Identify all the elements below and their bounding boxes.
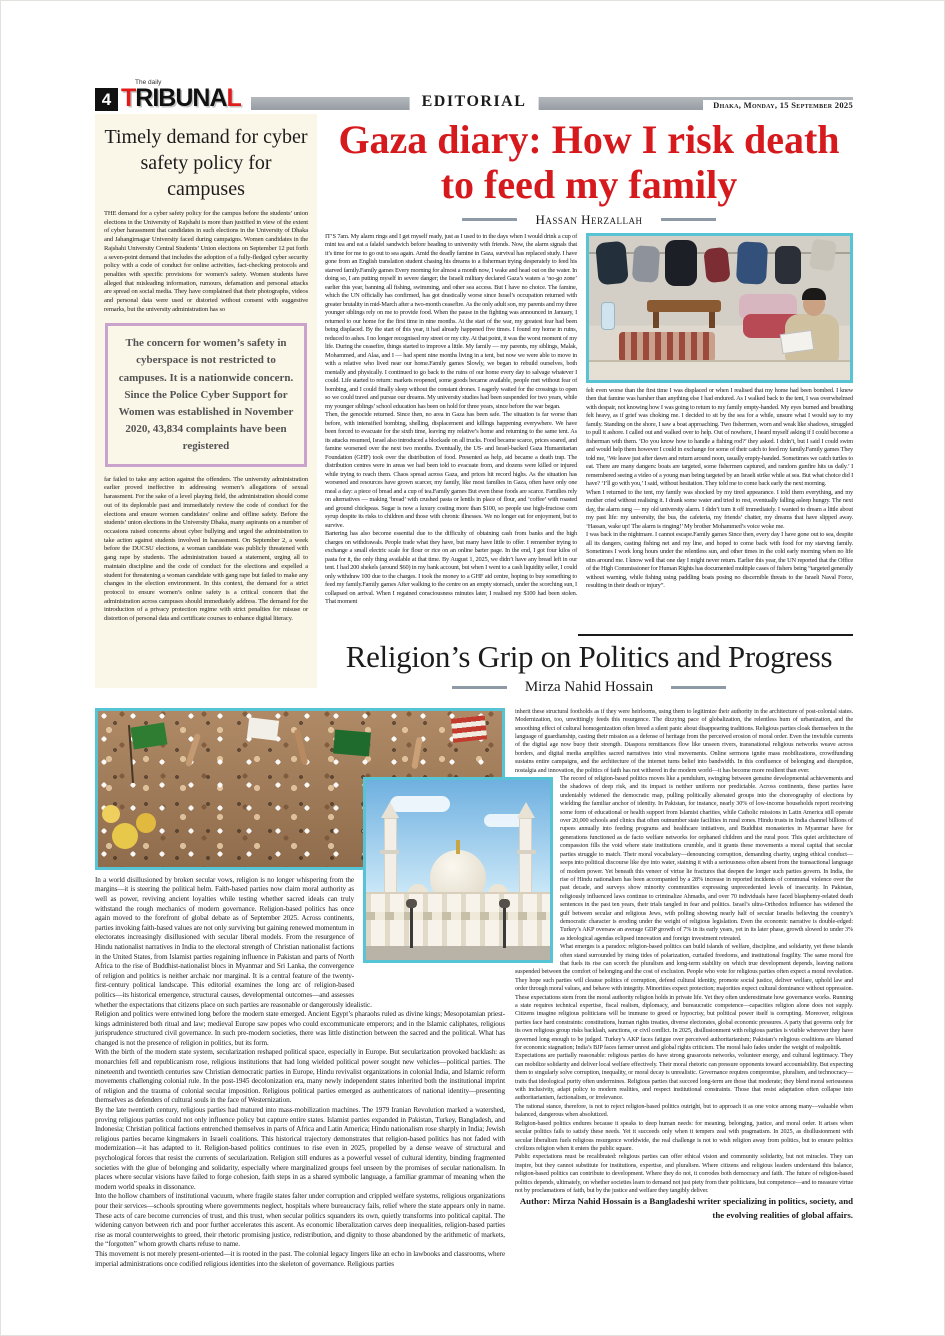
photo-open-book bbox=[780, 329, 814, 353]
photo-flag-white bbox=[247, 717, 279, 741]
page-number: 4 bbox=[95, 88, 118, 111]
gaza-column-1 bbox=[325, 233, 577, 631]
photo-lamppost bbox=[410, 906, 413, 948]
masthead bbox=[121, 80, 241, 112]
photo-lamp bbox=[406, 899, 417, 908]
photo-backpack bbox=[775, 246, 801, 284]
photo-minaret-cap bbox=[517, 802, 535, 818]
byline-rule-right bbox=[671, 686, 726, 689]
photo-raised-arm bbox=[294, 729, 309, 765]
photo-flag-green bbox=[333, 729, 371, 756]
photo-minaret-cap bbox=[381, 802, 399, 818]
byline-rule-left bbox=[462, 218, 517, 221]
gaza-shelter-photo bbox=[586, 233, 853, 383]
photo-backpack bbox=[703, 246, 730, 282]
photo-arch-band bbox=[366, 912, 550, 920]
body-paragraph: I was back in the nightmare. I cannot escape.Family games Since then, every day I have gone out to sea, despite all its dangers, casting fishing net and my line, and hoped to come back with food for my starving family. Sometimes I work long hours under the relentless sun, and other times in the cold early morning when no life stirs around me. I know well that one day I might never return. Earlier this year, the UN reported that the Office of the High Commissioner for Human Rights has documented multiple cases of fishers being “targeted generally without warning, while fishing using paddling boats posing no discernible threats to the Israeli Naval Force, resulting in their death or injury”. bbox=[586, 531, 853, 590]
photo-flag-green bbox=[130, 722, 167, 749]
photo-mattress bbox=[589, 360, 850, 380]
photo-balloon bbox=[136, 813, 156, 833]
body-paragraph: IT’S 7am. My alarm rings and I get myself ready, just as I used to in the days when I would drink a cup of mint tea and eat a falafel sandwich before heading to university with friends. Now, the alarm signals that it’s time for me to go out to sea again. Amid the deadly famine in Gaza, survival has replaced study. I have gone from an English translation student chasing his dreams to a fisherman trying desperately to feed his starved family.Family games Every morning for almost a month now, I wake and head out on the water. In doing so, I am putting myself in severe danger; the Israeli military declared Gaza’s waters a ‘no-go zone’ earlier this year, banning all fishing, swimming, and other sea access. But I have no choice. The famine, which the UN officially has confirmed, has got drastically worse since Israel’s occupation returned with greater brutality in mid-March after a two-month ceasefire. As the only adult son, my parents and my three younger siblings rely on me to provide food. When the pause in the fighting was announced in January, I returned to our home for the first time in nine months. At the start of the war, my greatest fear had been being displaced. By the start of this year, it had already happened five times. I found my home in ruins, reduced to ashes. I no longer recognised my street or my city. At that point, it was the worst moment of my life. During the ceasefire, things started to improve a little. My family — my parents, my siblings, Malak, Mohammed, and Alaa, and I — had spent nine months living in a tent, but now we were able to move in with a relative who lived near our home.Family games Slowly, we began to rebuild ourselves, both mentally and physically. I continued to go back to the ruins of our home every day to salvage whatever I could. Life started to return: markets reopened, some goods became available, people met without fear of bombing, and I could finally sleep without the constant drones. I eagerly waited for the crossings to open so we could travel and pursue our dreams. My university studies had been suspended for two years, while my younger siblings’ school education has been on hold for three years, since before the war began. bbox=[325, 232, 577, 410]
religion-column-2 bbox=[515, 708, 853, 1269]
photo-raised-arm bbox=[411, 737, 422, 770]
body-paragraph: felt even worse than the first time I was displaced or when I realised that my home had been bombed. I knew then that famine was harsher than anything else I had endured. As I walked back to the tent, I was overwhelmed with despair, not knowing how I was going to return to my family empty-handed. My eyes burned and breathing felt heavy, as if grief was choking me. I decided to sit by the sea for a while, unsure what I would say to my family. Standing on the shore, I saw a boat approaching. Two fishermen, worn and weak like shadows, struggled to pull it ashore. I called out and walked over to help. Out of nowhere, I heard myself asking if I could become a fisherman with them. ‘Do you know how to handle a fishing rod?’ they asked. I didn’t, but I said I could swim and would help them however I could in exchange for some of their catch to feed my family.Family games They told me, ‘We leave just after dawn and return around noon, usually empty-handed. Sometimes we catch turtles to eat. There are many dangers: boats are targeted, some fishermen captured, and random gunfire hits us daily.’ I remembered seeing a video of a young man being targeted by an Israeli strike while at sea. But what choice did I have? ‘I’ll go with you,’ I said, without hesitation. They told me to come back early the next morning. bbox=[586, 386, 853, 488]
gaza-columns bbox=[325, 233, 853, 631]
pull-quote: The concern for women’s safety in cyberspace is not restricted to campuses. It is a nationwide concern. Since the Police Cyber Support for Women was established in November 2020, 43,834 complaints have been registered bbox=[105, 323, 307, 466]
byline-rule-right bbox=[661, 218, 716, 221]
religion-article-row bbox=[95, 708, 853, 1269]
masthead-letter: T bbox=[121, 84, 136, 112]
photo-person-hair bbox=[802, 288, 826, 300]
top-articles-row bbox=[95, 114, 853, 701]
page-content bbox=[95, 78, 853, 1269]
religion-byline: Mirza Nahid Hossain bbox=[524, 678, 654, 695]
photo-table-leg bbox=[709, 312, 715, 328]
body-paragraph: Public expectations must be recalibrated: religious parties can offer ethical vision and community solidarity, but not miracles. They can inspire, but they cannot substitute for institutions, expertise, and pluralism. Where citizens and religious leaders understand this balance, religion-based politics can contribute to development. Where they do not, it corrodes both democracy and faith. The future of religion-based politics depends, ultimately, on whether societies learn to demand not just piety from their politicians, but competence—and to measure virtue not by proclamations of faith, but by the justice and welfare they tangibly deliver. bbox=[515, 1153, 853, 1194]
body-paragraph: Bartering has also become essential due to the difficulty of obtaining cash from banks and the high charges on withdrawals. People trade what they have, but many have little to offer. I remember trying to exchange a small electric scale for flour or rice on an online barter page. In the end, I got four kilos of pasta for it, the only thing available at that time. By August 1, 2025, we didn’t have any bread left in our tent. I had 200 shekels (around $60) in my bank account, but when I went to a cash liquidity seller, I could only withdraw 100 due to the charges. I took the money to a GHF aid centre, hoping to buy something to feed my family.Family games After walking to the centre on an empty stomach, under the scorching sun, I collapsed on arrival. When I regained consciousness minutes later, I realised my $100 had been stolen. That moment bbox=[325, 530, 577, 606]
body-paragraph: inherit these structural footholds as if they were heirlooms, using them to legitimize their authority in the architecture of post-colonial states. Modernization, too, unwittingly feeds this resurgence. The dizzying pace of globalization, the relentless hum of urbanization, and the smoothing effect of cultural homogenization often breed a silent panic about disappearing traditions. Religious parties cloak themselves in the language of guardianship, casting their mission as a defense of heritage from the perceived erosion of moral order. Even the invisible currents of the digital age now buoy their strength. Diaspora remittances flow like unseen rivers, transnational religious networks weave across borders, and digital media amplifies sacred narratives into viral movements. Online sermons ignite mass mobilizations, crowdfunding sustains entire campaigns, and the architecture of the internet turns belief into bandwidth. In this confluence of belonging and disruption, nostalgia and innovation, the politics of faith has not withered in the modern world—it has become more resilient than ever. bbox=[515, 707, 853, 774]
photo-low-table bbox=[647, 300, 721, 312]
photo-lamppost bbox=[503, 906, 506, 948]
gaza-byline: Hassan Herzallah bbox=[535, 211, 643, 227]
body-paragraph: THE demand for a cyber safety policy for the campus before the students’ union elections in the University of Rajshahi is more than justified in view of the extent of cyber harassment that candidates in such elections in the University of Dhaka and Jahangirnagar University faced during campaigns. Women candidates in the Rajshahi University Central Students’ Union elections on September 12 put forth a seven-point demand that includes the adoption of a fully-fledged cyber security policy with a code of conduct for online activities, fact-checking protocols and penalties with specific provisions for women’s safety. Women students have alleged that misleading information, rumours, defamation and personal attacks are spread on social media. They have complained that their photographs, videos and personal data were used or distorted without consent with suggestive remarks, but the university administration has so bbox=[104, 210, 308, 313]
mosque-photo bbox=[363, 777, 553, 963]
section-title: EDITORIAL bbox=[410, 93, 539, 111]
body-paragraph: Religion and politics were entwined long before the modern state emerged. Ancient Egypt’s pharaohs ruled as divine kings; Mesopotamian priest-kings administered both ritual and law; medieval Europe saw popes who could excommunicate emperors; and in the Islamic caliphates, religious jurisprudence structured civil governance. In such pre-modern societies, there was little distinction between the sacred and the political. What has changed is not the presence of religion in politics, but its form. bbox=[95, 1010, 505, 1047]
photo-minaret-balcony bbox=[517, 850, 536, 854]
author-note: Author: Mirza Nahid Hossain is a Bangladeshi writer specializing in politics, society, and the evolving realities of global affairs. bbox=[519, 1196, 853, 1220]
masthead-letters: RIBUNA bbox=[135, 84, 227, 112]
photo-backpack bbox=[665, 240, 697, 286]
body-paragraph: When I returned to the tent, my family was shocked by my tired appearance. I told them everything, and my mother cried without realising it. I drank some water and tried to rest, eventually falling asleep hungry. The next day, the alarm rang — my old university alarm. I didn’t turn it off immediately. I wanted to dream a little about my past life: my university, the bus, the cafeteria, my friends’ chatter, my dreams that have slipped away. ‘Hassan, wake up! The alarm is ringing!’ My brother Mohammed’s voice woke me. bbox=[586, 488, 853, 530]
body-paragraph: far failed to take any action against the offenders. The university administration earlier proved ineffective in addressing women’s allegations of sexual harassment. For the sake of a level playing field, the administration should come out of its deplorable past and immediately review the code of conduct for the elections and ensure women candidates’ online and offline safety. Before the students’ union elections in the University Dhaka, many aspirants on a number of occasions raised concerns about cyber bullying and urged the administration to take action against students involved in harassment. On September 2, a week before the DUCSU elections, a woman candidate was publicly threatened with gang rape by students. The administration issued a statement, urging all to maintain discipline and the code of conduct for the elections and expelled a student for threatening a woman candidate with gang rape but failed to make any changes in the election environment. In this context, the demand for a strict protocol to ensure women’s online safety is a critical concern that the administration across campuses should immediately address. The demand for the introduction of a privacy protection regime with strict penalties for misuse or distortion of personal data and certificate courses to enhance digital literacy. bbox=[104, 475, 308, 623]
photo-lamp bbox=[499, 899, 510, 908]
religion-byline-row bbox=[325, 679, 853, 696]
photo-table-leg bbox=[653, 312, 659, 328]
byline-rule-left bbox=[452, 686, 507, 689]
body-paragraph: By the late twentieth century, religious parties had matured into mass-mobilization machines. The 1979 Iranian Revolution marked a watershed, proving religious parties could not only influence policy but capture entire states. Islamist parties expanded in Pakistan, Turkey, Bangladesh, and Indonesia; Christian political factions entrenched themselves in parts of Africa and Latin America; Hindu nationalism rose sharply in India; Jewish religious parties became kingmakers in Israeli coalitions. This historical trajectory demonstrates that religion-based politics has not faded with modernization—it has adapted to it. Religion-based politics continues to rise even in 2025, propelled by a dense weave of structural and psychological forces that resist the currents of secularization. Religion still endures as a powerful vessel of cultural identity, binding fragmented societies with the glue of belonging and solidarity, especially where marginalized groups feel unseen by the promises of secular nationalism. In places where secular visions have failed to forge cohesion, faith steps in as a shared symbolic language, a familiar grammar of meaning when the modern world speaks in dissonance. bbox=[95, 1106, 505, 1191]
photo-hanging-bag bbox=[809, 238, 837, 271]
header-row bbox=[95, 78, 853, 112]
dateline: Dhaka, Monday, 15 September 2025 bbox=[703, 100, 853, 111]
body-paragraph: Into the hollow chambers of institutional vacuum, where fragile states falter under corruption and crippled welfare systems, religious organizations pour their services—schools sprouting where governments neglect, hospitals where bureaucracy fails, relief where the state appears only in name. These acts of care become currencies of trust, and this trust, when secular politics squanders its own, quietly transforms into political capital. The widening canyon between rich and poor further accelerates this ascent. As economic liberalization carves deep inequalities, religion-based parties rise as moral counterweights to greed, their rhetoric promising justice, redistribution, and dignity to those abandoned by the arithmetic of markets, the “forgotten” whom growth charts refuse to name. bbox=[95, 1192, 505, 1249]
photo-backpack bbox=[736, 241, 768, 285]
religion-headline: Religion’s Grip on Politics and Progress bbox=[345, 638, 833, 674]
photo-rug bbox=[619, 332, 715, 362]
page-header bbox=[95, 78, 853, 112]
body-paragraph: The rational stance, therefore, is not to reject religion-based politics outright, but to approach it as one voice among many—valuable when balanced, dangerous when absolutized. bbox=[515, 1102, 853, 1119]
gaza-column-2 bbox=[586, 233, 853, 631]
photo-raised-arm bbox=[185, 733, 201, 767]
body-paragraph: This movement is not merely present-oriented—it is rooted in the past. The colonial legacy lingers like an echo in lawbooks and classrooms, where imperial administrations once codified religious identities into the skeleton of governance. Religious parties bbox=[95, 1249, 505, 1268]
masthead-title bbox=[121, 86, 241, 111]
gaza-diary-article bbox=[317, 114, 853, 701]
photo-balloon bbox=[112, 823, 138, 849]
masthead-tagline: The daily bbox=[135, 78, 162, 86]
body-paragraph: With the birth of the modern state system, secularization reshaped political space, especially in Europe. But secularization provoked backlash: as monarchies fell and republicanism rose, religious institutions that had long wielded political power sought new vehicles—political parties. The nineteenth and twentieth centuries saw Christian democratic parties in Europe, Hindu revivalist organizations in colonial India, and Islamic reform movements challenging colonial rule. In the post-1945 decolonization era, many newly independent states inherited both the institutional imprint of religion and the trauma of colonial secular imposition. Religious political parties emerged as authenticators of national identity—presenting themselves as defenders of cultural souls in the face of Westernization. bbox=[95, 1048, 505, 1105]
body-paragraph: In a world disillusioned by broken secular vows, religion is no longer whispering from the margins—it is steering the political helm. Faith-based parties now claim moral authority as well as power, reviving ancient loyalties while testing whether sacred ideals can truly withstand the rough mechanics of modern governance. Religion-based politics has once again moved to the forefront of global debate as of September 2025. Across continents, parties invoking faith-based values are not only surviving but gaining renewed momentum in electorates increasingly disillusioned with secular liberal models. From the resurgence of Hindu nationalist narratives in India to the electoral strength of Christian nationalist factions in the United States, from Islamist parties regaining influence in Pakistan and parts of North Africa to the rise of Buddhist-nationalist blocs in Myanmar and Sri Lanka, the convergence of religion and politics is neither archaic nor marginal. It is a central feature of the twenty-first-century political landscape. This editorial examines the long arc of religion-based politics—its historical emergence, structural causes, developmental outcomes—and assesses whether the expectations that citizens place on such parties are reasonable or dangerously idealistic. bbox=[95, 875, 372, 1009]
photo-balloon bbox=[102, 805, 120, 823]
section-divider-rule bbox=[578, 634, 853, 636]
masthead-letter: L bbox=[226, 84, 241, 112]
gaza-byline-row bbox=[325, 212, 853, 228]
body-paragraph: Then, the genocide returned. Since then, no area in Gaza has been safe. The situation is far worse than before, with intensified bombing, shelling, displacement and killings happening everywhere. We have been forced to evacuate for the sixth time, leaving my relative’s home and returning to the same tent. As its attacks resumed, Israel also introduced a blockade on all trucks. Food became scarce, prices soared, and famine worsened over the next two months. Eventually, the US- and Israel-backed Gaza Humanitarian Foundation (GHF) took over the distribution of food. Presented as help, aid became a death trap. The distribution centres were in areas we had been told to evacuate from, and dozens were killed or injured while trying to reach them. Chaos spread across Gaza, and prices hit record highs. As the situation has worsened and resources have grown scarcer, my family, like most families in Gaza, often have only one meal a day: a piece of bread and a cup of tea.Family games But even these foods are scarce. Families rely on alternatives — making ‘bread’ with crushed pasta or lentils in place of flour, and ‘coffee’ with roasted and ground chickpeas. Sugar is now a luxury costing more than $100, so people use high-fructose corn syrup despite its risks to children and those with chronic illnesses. We no longer eat for enjoyment, but to survive. bbox=[325, 411, 577, 529]
cyber-safety-article bbox=[95, 114, 317, 688]
photo-backpack bbox=[632, 245, 660, 283]
photo-backpack bbox=[595, 240, 629, 284]
body-paragraph: What emerges is a paradox: religion-based politics can build islands of welfare, discipline, and solidarity, yet these islands often stand surrounded by rising tides of polarization, curtailed freedoms, and institutional fragility. The same moral fire that fuels its rise can scorch the pluralism and long-term stability on which true development depends, leaving nations suspended between the comfort of belonging and the cost of exclusion. People who vote for religious parties often expect a moral revolution. They hope such parties will cleanse politics of corruption, defend cultural identity, promote social justice, deliver welfare, uphold law and order through moral values, and behave with integrity. Minorities expect protection; majorities expect cultural dominance without oppression. These expectations stem from the moral authority religion holds in private life. Yet they often underestimate how governance works. Running a state requires technical expertise, fiscal realism, diplomacy, and bureaucratic competence—capacities religion alone does not supply. Citizens imagine religious politicians will be immune to greed or hypocrisy, but political power itself is corrupting. Moreover, religious parties face hard constraints: constitutions, human rights treaties, diverse electorates, global economic pressures. A party that governs only for its own religious group risks backlash, sanctions, or civil conflict. In 2025, disillusionment with religious parties is visible wherever they have governed long enough to be judged. Turkey’s AKP faces fatigue over perceived authoritarianism; Pakistan’s religious coalitions are blamed for economic stagnation; India’s BJP faces farmer unrest and global rights criticism. The moral halo fades under the weight of realpolitik. bbox=[515, 943, 853, 1052]
photo-plaza bbox=[366, 946, 550, 960]
photo-cloud bbox=[390, 796, 450, 812]
cyber-article-headline: Timely demand for cyber safety policy for campuses bbox=[104, 126, 308, 200]
gaza-headline: Gaza diary: How I risk death to feed my family bbox=[338, 117, 840, 207]
body-paragraph: Expectations are partially reasonable: religious parties do have strong grassroots networks, volunteer energy, and cultural legitimacy. They can mobilize solidarity and deliver local welfare effectively. Their moral rhetoric can pressure opponents toward accountability. But expecting them to singularly solve corruption, inequality, or moral decay is unrealistic. Governance requires compromise, pluralism, and technocracy—traits that ideological purity often undermines. Religious parties that succeed long-term are those that moderate; they blend moral seriousness with inclusivity, adapt policy to modern realities, and respect institutional constraints. Those that resist adaptation often collapse into authoritarianism, factionalism, or irrelevance. bbox=[515, 1052, 853, 1102]
body-paragraph: Religion-based politics endures because it speaks to deep human needs: for meaning, belonging, justice, and moral order. It arises when secular politics fails to satisfy these needs. Yet it succeeds only when it tempers zeal with pragmatism. In 2025, as disillusionment with secular liberalism fuels religious resurgence worldwide, the real challenge is not to wish religion away from politics, but to ensure politics civilizes religion when it enters the public square. bbox=[515, 1119, 853, 1152]
photo-dome-finial bbox=[456, 840, 460, 854]
photo-flag-striped bbox=[451, 715, 487, 742]
photo-minaret-balcony bbox=[380, 850, 399, 854]
photo-water-bottle bbox=[601, 302, 615, 330]
masthead-logo bbox=[95, 78, 251, 112]
body-paragraph: The record of religion-based politics moves like a pendulum, swinging between genuine developmental achievements and the shadows of deep risk, and its impact is neither uniform nor predictable. Across continents, these parties have undeniably widened the democratic map, pulling politically alienated groups into the choreography of elections by wielding the familiar anchor of identity. In Pakistan, for instance, nearly 30% of low-income households report receiving some form of educational or health support from Islamist charities, while Catholic missions in Latin America still operate over 20,000 schools and clinics that often outnumber state facilities in rural zones. Hindu trusts in India channel billions of rupees annually into feeding programs and healthcare initiatives, and Buddhist monasteries in Myanmar have for generations functioned as de facto welfare networks for orphaned children and the rural poor. This quiet architecture of compassion fills the void where state institutions crumble, and it grants these movements a moral capital that secular parties struggle to match. Their moral vocabulary—denouncing corruption, demanding charity, urging ethical conduct—seeps into political discourse like dye into water, staining it with a seriousness often absent from the transactional language of modern power. Yet beneath this veneer of virtue lie fractures that deepen the longer such parties govern. In India, the rise of Hindu nationalism has been accompanied by a 28% increase in reported incidents of communal violence over the past decade, and surveys show minority communities expressing unprecedented levels of insecurity. In Pakistan, religiously influenced laws continue to criminalize Ahmadis, and over 70 individuals have faced blasphemy-related death sentences in the past ten years, their trials tangled in fear and politics. Israel’s ultra-Orthodox influence has widened the gulf between secular and religious Jews, with polling showing nearly half of secular Israelis believing the country’s democratic character is eroding under the weight of religious legislation. Even the economic narrative is double-edged: Turkey’s AKP oversaw an average GDP growth of 7% in its early years, yet in its later phase, growth slowed to under 3% as ideological agendas eclipsed innovation and foreign investment retreated. bbox=[560, 775, 853, 942]
